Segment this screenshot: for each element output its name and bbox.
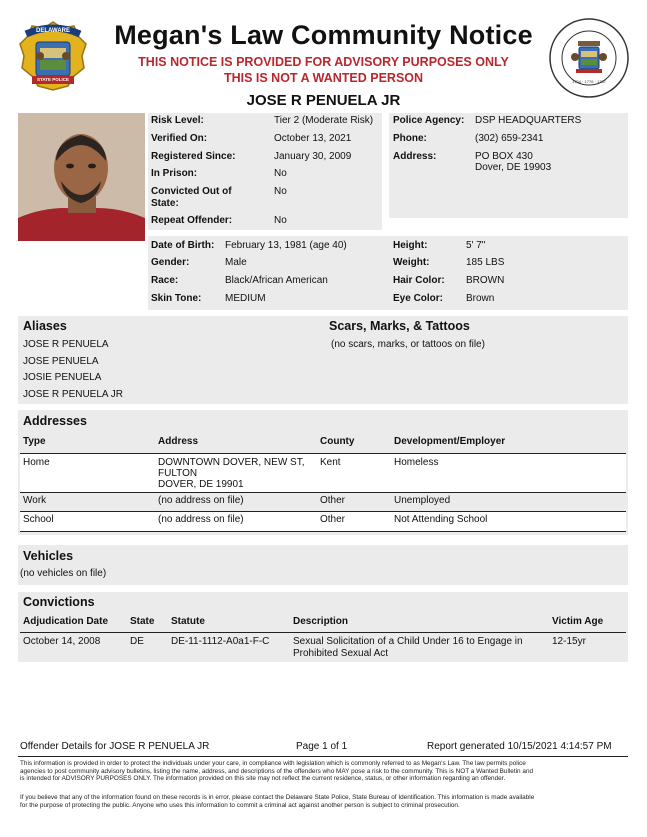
convicted-out-value: No — [274, 186, 287, 197]
police-agency-value: DSP HEADQUARTERS — [475, 115, 582, 126]
hair-color-value: BROWN — [466, 275, 505, 286]
agency-address-line2: Dover, DE 19903 — [475, 162, 552, 173]
addr-line2: FULTON — [158, 468, 198, 479]
repeat-offender-value: No — [274, 215, 287, 226]
eye-color-label: Eye Color: — [393, 293, 444, 304]
address-label: Address: — [393, 151, 437, 162]
race-label: Race: — [151, 275, 179, 286]
convicted-out-label-2: State: — [151, 198, 179, 209]
disclaimer-paragraph-2 — [20, 794, 630, 809]
registered-since-value: January 30, 2009 — [274, 151, 352, 162]
disclaimer-line: If you believe that any of the information found on these records is in error, please contact the Delaware State Police, State Bureau of Identification. This information is made available — [20, 794, 535, 801]
alias-item: JOSE PENUELA — [23, 356, 99, 367]
vehicles-panel — [18, 545, 628, 585]
skin-tone-value: MEDIUM — [225, 293, 266, 304]
addr-employer: Unemployed — [394, 495, 451, 506]
alias-item: JOSE R PENUELA JR — [23, 389, 124, 400]
disclaimer-paragraph-1 — [20, 760, 630, 783]
verified-on-label: Verified On: — [151, 133, 208, 144]
registered-since-label: Registered Since: — [151, 151, 236, 162]
conv-desc-line2: Prohibited Sexual Act — [293, 648, 389, 659]
conv-header-victim-age: Victim Age — [552, 616, 604, 627]
addr-line1: (no address on file) — [158, 495, 244, 506]
addr-header-type: Type — [23, 436, 46, 447]
addr-line1: (no address on file) — [158, 514, 244, 525]
repeat-offender-label: Repeat Offender: — [151, 215, 233, 226]
height-value: 5' 7" — [466, 240, 486, 251]
gender-label: Gender: — [151, 257, 190, 268]
disclaimer-line: is intended for ADVISORY PURPOSES ONLY. The information provided on this site may not reflect the current residence, status, or other information regarding an offender. — [20, 775, 506, 783]
conv-state: DE — [130, 636, 144, 647]
disclaimer-line: This information is provided in order to protect the individuals under your care, in compliance with legislation which is commonly referred to as Megan's Law. The law permits police — [20, 760, 526, 767]
addr-type: Work — [23, 495, 47, 506]
disclaimer-line: agencies to post community advisory bulletins, listing the name, address, and descriptions of the offenders who MAY pose a risk to the community. This is NOT a Wanted Bulletin and — [20, 767, 534, 775]
conv-header-divider — [20, 632, 626, 633]
addresses-title: Addresses — [23, 414, 87, 428]
police-agency-label: Police Agency: — [393, 115, 465, 126]
in-prison-value: No — [274, 168, 287, 179]
height-label: Height: — [393, 240, 428, 251]
phone-label: Phone: — [393, 133, 427, 144]
hair-color-label: Hair Color: — [393, 275, 445, 286]
badge-text-top: DELAWARE — [35, 28, 70, 34]
conv-victim-age: 12-15yr — [552, 636, 586, 647]
seal-years: 1704 · 1776 · 1787 — [572, 79, 606, 84]
eye-color-value: Brown — [466, 293, 495, 304]
addr-employer: Homeless — [394, 457, 439, 468]
conv-header-description: Description — [293, 616, 349, 627]
addr-employer: Not Attending School — [394, 514, 488, 525]
state-seal-icon — [548, 17, 630, 99]
weight-label: Weight: — [393, 257, 430, 268]
addr-line1: DOWNTOWN DOVER, NEW ST, — [158, 457, 305, 468]
addr-county: Kent — [320, 457, 341, 468]
conv-statute: DE-11-1112-A0a1-F-C — [171, 636, 270, 647]
weight-value: 185 LBS — [466, 257, 505, 268]
phone-value: (302) 659-2341 — [475, 133, 544, 144]
physical-panel — [148, 236, 628, 310]
addr-county: Other — [320, 514, 346, 525]
disclaimer-line: for the purpose of protecting the public. Anyone who uses this information to commit a criminal act against another person is subject to criminal prosecution. — [20, 801, 460, 809]
convicted-out-label-1: Convicted Out of — [151, 186, 232, 197]
agency-address-line1: PO BOX 430 — [475, 151, 533, 162]
dob-label: Date of Birth: — [151, 240, 215, 251]
skin-tone-label: Skin Tone: — [151, 293, 202, 304]
conv-date: October 14, 2008 — [23, 636, 101, 647]
offender-details-footer: Offender Details for JOSE R PENUELA JR — [20, 741, 210, 752]
badge-text-bottom: STATE POLICE — [36, 77, 70, 82]
conv-desc-line1: Sexual Solicitation of a Child Under 16 to Engage in — [293, 636, 523, 647]
addr-header-address: Address — [158, 436, 199, 447]
addr-type: School — [23, 514, 54, 525]
dob-value: February 13, 1981 (age 40) — [225, 240, 347, 251]
alias-item: JOSE R PENUELA — [23, 339, 109, 350]
not-wanted-notice: THIS IS NOT A WANTED PERSON — [223, 71, 424, 85]
convictions-title: Convictions — [23, 595, 95, 609]
risk-level-value: Tier 2 (Moderate Risk) — [274, 115, 374, 126]
footer-divider — [18, 756, 628, 757]
addr-header-county: County — [320, 436, 355, 447]
advisory-notice: THIS NOTICE IS PROVIDED FOR ADVISORY PURPOSES ONLY — [138, 55, 509, 69]
offender-photo — [18, 113, 145, 241]
addr-type: Home — [23, 457, 50, 468]
gender-value: Male — [225, 257, 247, 268]
addr-county: Other — [320, 495, 346, 506]
risk-level-label: Risk Level: — [151, 115, 204, 126]
offender-name: JOSE R PENUELA JR — [246, 92, 401, 109]
report-generated: Report generated 10/15/2021 4:14:57 PM — [427, 741, 612, 752]
conv-header-date: Adjudication Date — [23, 616, 109, 627]
alias-item: JOSIE PENUELA — [23, 372, 102, 383]
conv-header-statute: Statute — [171, 616, 205, 627]
in-prison-label: In Prison: — [151, 168, 198, 179]
aliases-title: Aliases — [23, 319, 67, 333]
page-title: Megan's Law Community Notice — [114, 20, 533, 50]
addr-line3: DOVER, DE 19901 — [158, 479, 244, 490]
race-value: Black/African American — [225, 275, 328, 286]
addr-header-employer: Development/Employer — [394, 436, 506, 447]
vehicles-title: Vehicles — [23, 549, 74, 563]
vehicles-text: (no vehicles on file) — [20, 568, 107, 579]
verified-on-value: October 13, 2021 — [274, 133, 352, 144]
conv-header-state: State — [130, 616, 155, 627]
scars-title: Scars, Marks, & Tattoos — [329, 319, 470, 333]
scars-text: (no scars, marks, or tattoos on file) — [331, 339, 485, 350]
page-number: Page 1 of 1 — [296, 741, 348, 752]
